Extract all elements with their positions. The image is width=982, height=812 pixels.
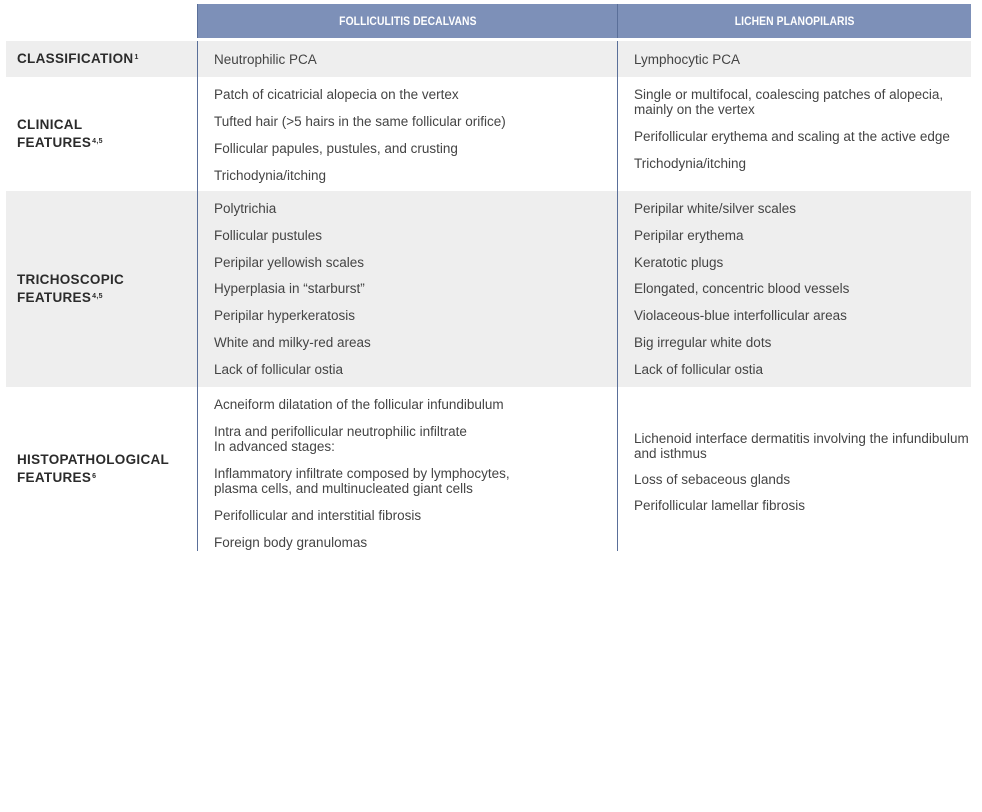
list-item: Peripilar hyperkeratosis <box>214 308 356 324</box>
list-item: Trichodynia/itching <box>214 168 327 183</box>
col1-items <box>197 41 617 77</box>
header-folliculitis-decalvans <box>197 4 617 38</box>
label-line: FEATURES <box>17 290 92 305</box>
list-item: Violaceous-blue interfollicular areas <box>634 308 847 324</box>
label-line: FEATURES <box>17 135 92 150</box>
list-item: Inflammatory infiltrate composed by lymphocytes, plasma cells, and multinucleated giant cells <box>214 466 510 496</box>
col2-items <box>617 77 971 191</box>
footnote-ref: 4,5 <box>92 138 103 145</box>
col2-items <box>617 41 971 77</box>
row-label <box>6 387 197 551</box>
footnote-ref: 1 <box>134 54 139 61</box>
list-item: Follicular pustules <box>214 227 323 243</box>
list-item: Peripilar yellowish scales <box>214 254 365 270</box>
list-item: Follicular papules, pustules, and crusting <box>214 141 458 156</box>
row-trichoscopic-features <box>6 191 971 387</box>
list-item: Neutrophilic PCA <box>214 51 317 67</box>
list-item: Big irregular white dots <box>634 334 772 350</box>
col1-items <box>197 387 617 551</box>
label-line: TRICHOSCOPIC <box>17 272 125 287</box>
row-label <box>6 41 197 77</box>
list-item: Lack of follicular ostia <box>634 361 764 377</box>
list-item: Hyperplasia in “starburst” <box>214 281 365 297</box>
list-item: Intra and perifollicular neutrophilic infiltrate In advanced stages: <box>214 424 467 454</box>
header-row <box>6 4 971 38</box>
list-item: Perifollicular lamellar fibrosis <box>634 498 806 513</box>
list-item: Lack of follicular ostia <box>214 361 344 377</box>
list-item: Keratotic plugs <box>634 254 724 270</box>
col1-items <box>197 191 617 387</box>
label-line: CLASSIFICATION <box>17 51 134 66</box>
footnote-ref: 4,5 <box>92 293 103 300</box>
header-col2-text: LICHEN PLANOPILARIS <box>734 14 855 28</box>
list-item: Peripilar white/silver scales <box>634 201 797 216</box>
col2-items <box>617 191 971 387</box>
row-histopathological-features <box>6 387 971 551</box>
list-item: Tufted hair (>5 hairs in the same follicular orifice) <box>214 114 506 129</box>
list-item: Acneiform dilatation of the follicular infundibulum <box>214 397 504 412</box>
label-line: HISTOPATHOLOGICAL <box>17 452 170 467</box>
header-col1-text: FOLLICULITIS DECALVANS <box>338 14 477 28</box>
list-item: Elongated, concentric blood vessels <box>634 281 850 297</box>
row-label <box>6 77 197 191</box>
list-item: Trichodynia/itching <box>634 156 747 171</box>
header-empty-cell <box>6 4 197 38</box>
list-item: Lymphocytic PCA <box>634 51 741 67</box>
footnote-ref: 6 <box>92 473 97 480</box>
list-item: Single or multifocal, coalescing patches of alopecia, mainly on the vertex <box>634 87 944 117</box>
list-item: Loss of sebaceous glands <box>634 472 791 487</box>
label-line: FEATURES <box>17 470 92 485</box>
comparison-table <box>6 4 971 551</box>
row-classification <box>6 41 971 77</box>
list-item: Perifollicular and interstitial fibrosis <box>214 508 422 523</box>
list-item: White and milky-red areas <box>214 334 371 350</box>
list-item: Patch of cicatricial alopecia on the vertex <box>214 87 459 102</box>
list-item: Foreign body granulomas <box>214 535 368 550</box>
header-lichen-planopilaris <box>617 4 971 38</box>
row-clinical-features <box>6 77 971 191</box>
label-line: CLINICAL <box>17 117 83 132</box>
row-label <box>6 191 197 387</box>
col1-items <box>197 77 617 191</box>
col2-items <box>617 387 971 551</box>
list-item: Perifollicular erythema and scaling at the active edge <box>634 129 950 144</box>
list-item: Polytrichia <box>214 201 277 216</box>
list-item: Peripilar erythema <box>634 227 744 243</box>
list-item: Lichenoid interface dermatitis involving the infundibulum and isthmus <box>634 431 969 461</box>
